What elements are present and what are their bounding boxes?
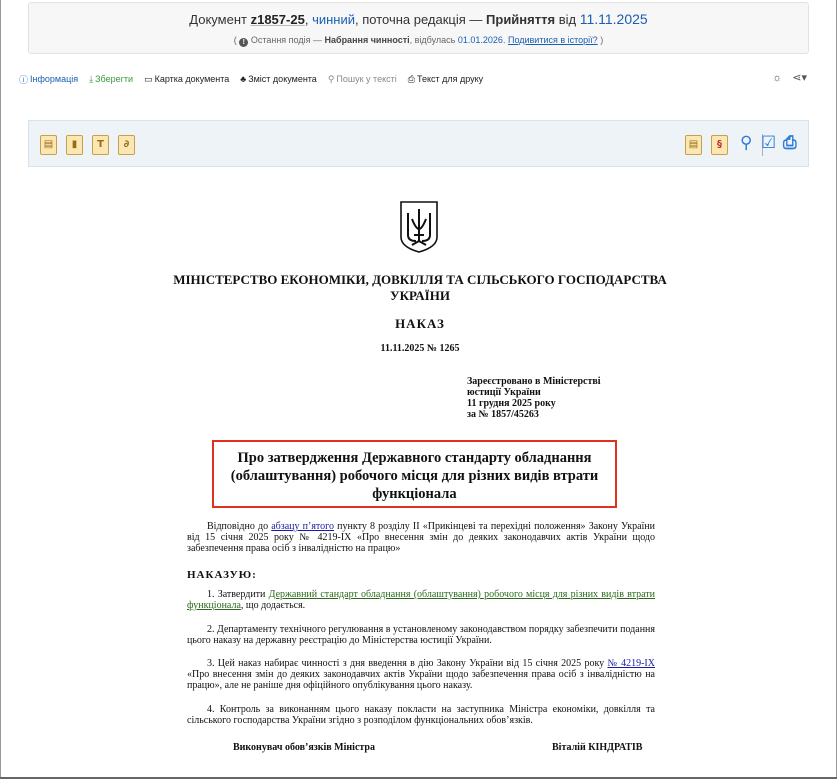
doc-contents-button[interactable] [240,74,317,84]
clause-2: 2. Департаменту технічного регулювання в установленому законодавством порядку забезпечити подання цього наказу на державну реєстрацію до Міністерства юстиції України. [187,624,655,646]
order-date-number: 11.11.2025 № 1265 [380,343,460,354]
brightness-icon[interactable]: ☼ [772,71,783,84]
check-icon[interactable]: ☑ [761,133,777,153]
law-4219-link[interactable]: № 4219-IX [607,658,655,669]
file-doc-icon[interactable]: ▤ [685,135,702,155]
document-file-panel [28,120,809,167]
registered-line: Зареєстровано в Міністерстві [467,376,601,387]
file-link-icon[interactable]: ∂ [118,135,135,155]
document-title: Про затвердження Державного стандарту обладнання (облаштування) робочого місця для різних видів втрати функціонала [212,440,617,508]
tree-icon: ♣ [240,74,247,84]
event-date-link[interactable]: 01.01.2026 [457,35,503,45]
toolbar-right [762,71,807,84]
file-book-icon[interactable]: ▤ [40,135,57,155]
file-text-icon[interactable]: T [92,135,109,155]
ministry-name: МІНІСТЕРСТВО ЕКОНОМІКИ, ДОВКІЛЛЯ ТА СІЛЬСЬКОГО ГОСПОДАРСТВА УКРАЇНИ [173,272,667,303]
paren-close: ) [600,35,604,45]
document-header [28,2,809,54]
nakazuyu-heading: НАКАЗУЮ: [187,569,257,581]
nakaz-heading: НАКАЗ [395,316,445,331]
event-prefix: Остання подія — [250,35,322,45]
download-icon: ⤓ [89,73,94,84]
search-in-text-button[interactable] [328,74,397,85]
info-label: Інформація [30,74,79,84]
info-circle-icon: ! [239,38,248,47]
paragraph-five-link[interactable]: абзацу п’ятого [271,521,335,532]
doc-status-link[interactable]: чинний [312,12,355,27]
history-link[interactable]: Подивитися в історії? [507,35,598,45]
text-span: , що додається. [240,600,306,611]
save-button[interactable] [89,74,133,85]
text-span: пункту 8 розділу II «Прикінцеві та перехідні положення» Закону України від 15 січня 2025 року № 4219-IX «Про внесення змін до деяких законодавчих актів України щодо забезпечення права осіб з інвалідністю на працю» [187,521,655,554]
event-mid: , відбулась [409,35,456,45]
print-icon[interactable]: ⎙ [783,133,797,153]
clause-3 [187,658,655,691]
registered-line: юстиції України [467,387,541,398]
print-text-label: Текст для друку [416,74,484,84]
signer-name: Віталій КІНДРАТІВ [552,742,643,753]
file-section-icon[interactable]: § [711,135,728,155]
clause-4: 4. Контроль за виконанням цього наказу покласти на заступника Міністра економіки, довкілля та сільського господарства України згідно з розподілом функціональних обов’язків. [187,704,655,726]
text-span: 3. Цей наказ набирає чинності з дня введення в дію Закону України від 15 січня 2025 року [207,658,608,669]
search-icon[interactable]: ⚲ [740,133,753,153]
registration-stamp [467,376,601,420]
doc-contents-label: Зміст документа [248,74,317,84]
file-bookmark-icon[interactable]: ▮ [66,135,83,155]
share-icon[interactable]: ⋖▾ [792,72,807,84]
event-name: Набрання чинності [324,35,410,45]
doc-code[interactable]: z1857-25 [250,12,305,27]
registered-line: 11 грудня 2025 року [467,398,556,409]
state-standard-link[interactable]: Державний стандарт обладнання (облаштування) робочого місця для різних видів втрати функціонала [187,589,655,611]
search-icon: ⚲ [327,73,335,84]
adopted-label: Прийняття [486,12,556,27]
adopted-date-link[interactable]: 11.11.2025 [579,11,648,27]
clause-1 [187,589,655,611]
print-text-button[interactable] [408,74,483,85]
paren-open: ( [233,35,237,45]
text-span: 1. Затвердити [207,589,269,600]
event-dot: . [502,35,506,45]
document-toolbar [19,72,494,86]
comma: , [304,12,309,27]
frame-left-border [0,0,1,779]
registered-line: за № 1857/45263 [467,409,539,420]
trident-emblem-icon [400,201,438,253]
info-button[interactable] [19,73,78,86]
save-label: Зберегти [95,74,134,84]
print-icon: ⎙ [407,73,415,84]
search-in-text-label: Пошук у тексті [336,74,397,84]
info-icon: ⓘ [19,74,29,85]
signer-role: Виконувач обов’язків Міністра [233,742,375,753]
edition-text: , поточна редакція — [354,12,483,27]
document-status-line [29,11,808,28]
last-event-line [29,34,808,47]
doc-card-button[interactable] [144,74,229,85]
text-span: «Про внесення змін до деяких законодавчих актів України щодо забезпечення права осіб з інвалідністю на працю», але не раніше дня офіційного опублікування цього наказу. [187,669,655,691]
text-span: Відповідно до [207,521,272,532]
preamble-paragraph [187,521,655,554]
card-icon: ▭ [144,73,153,84]
doc-card-label: Картка документа [154,74,230,84]
from-text: від [558,12,577,27]
doc-prefix: Документ [189,12,247,27]
